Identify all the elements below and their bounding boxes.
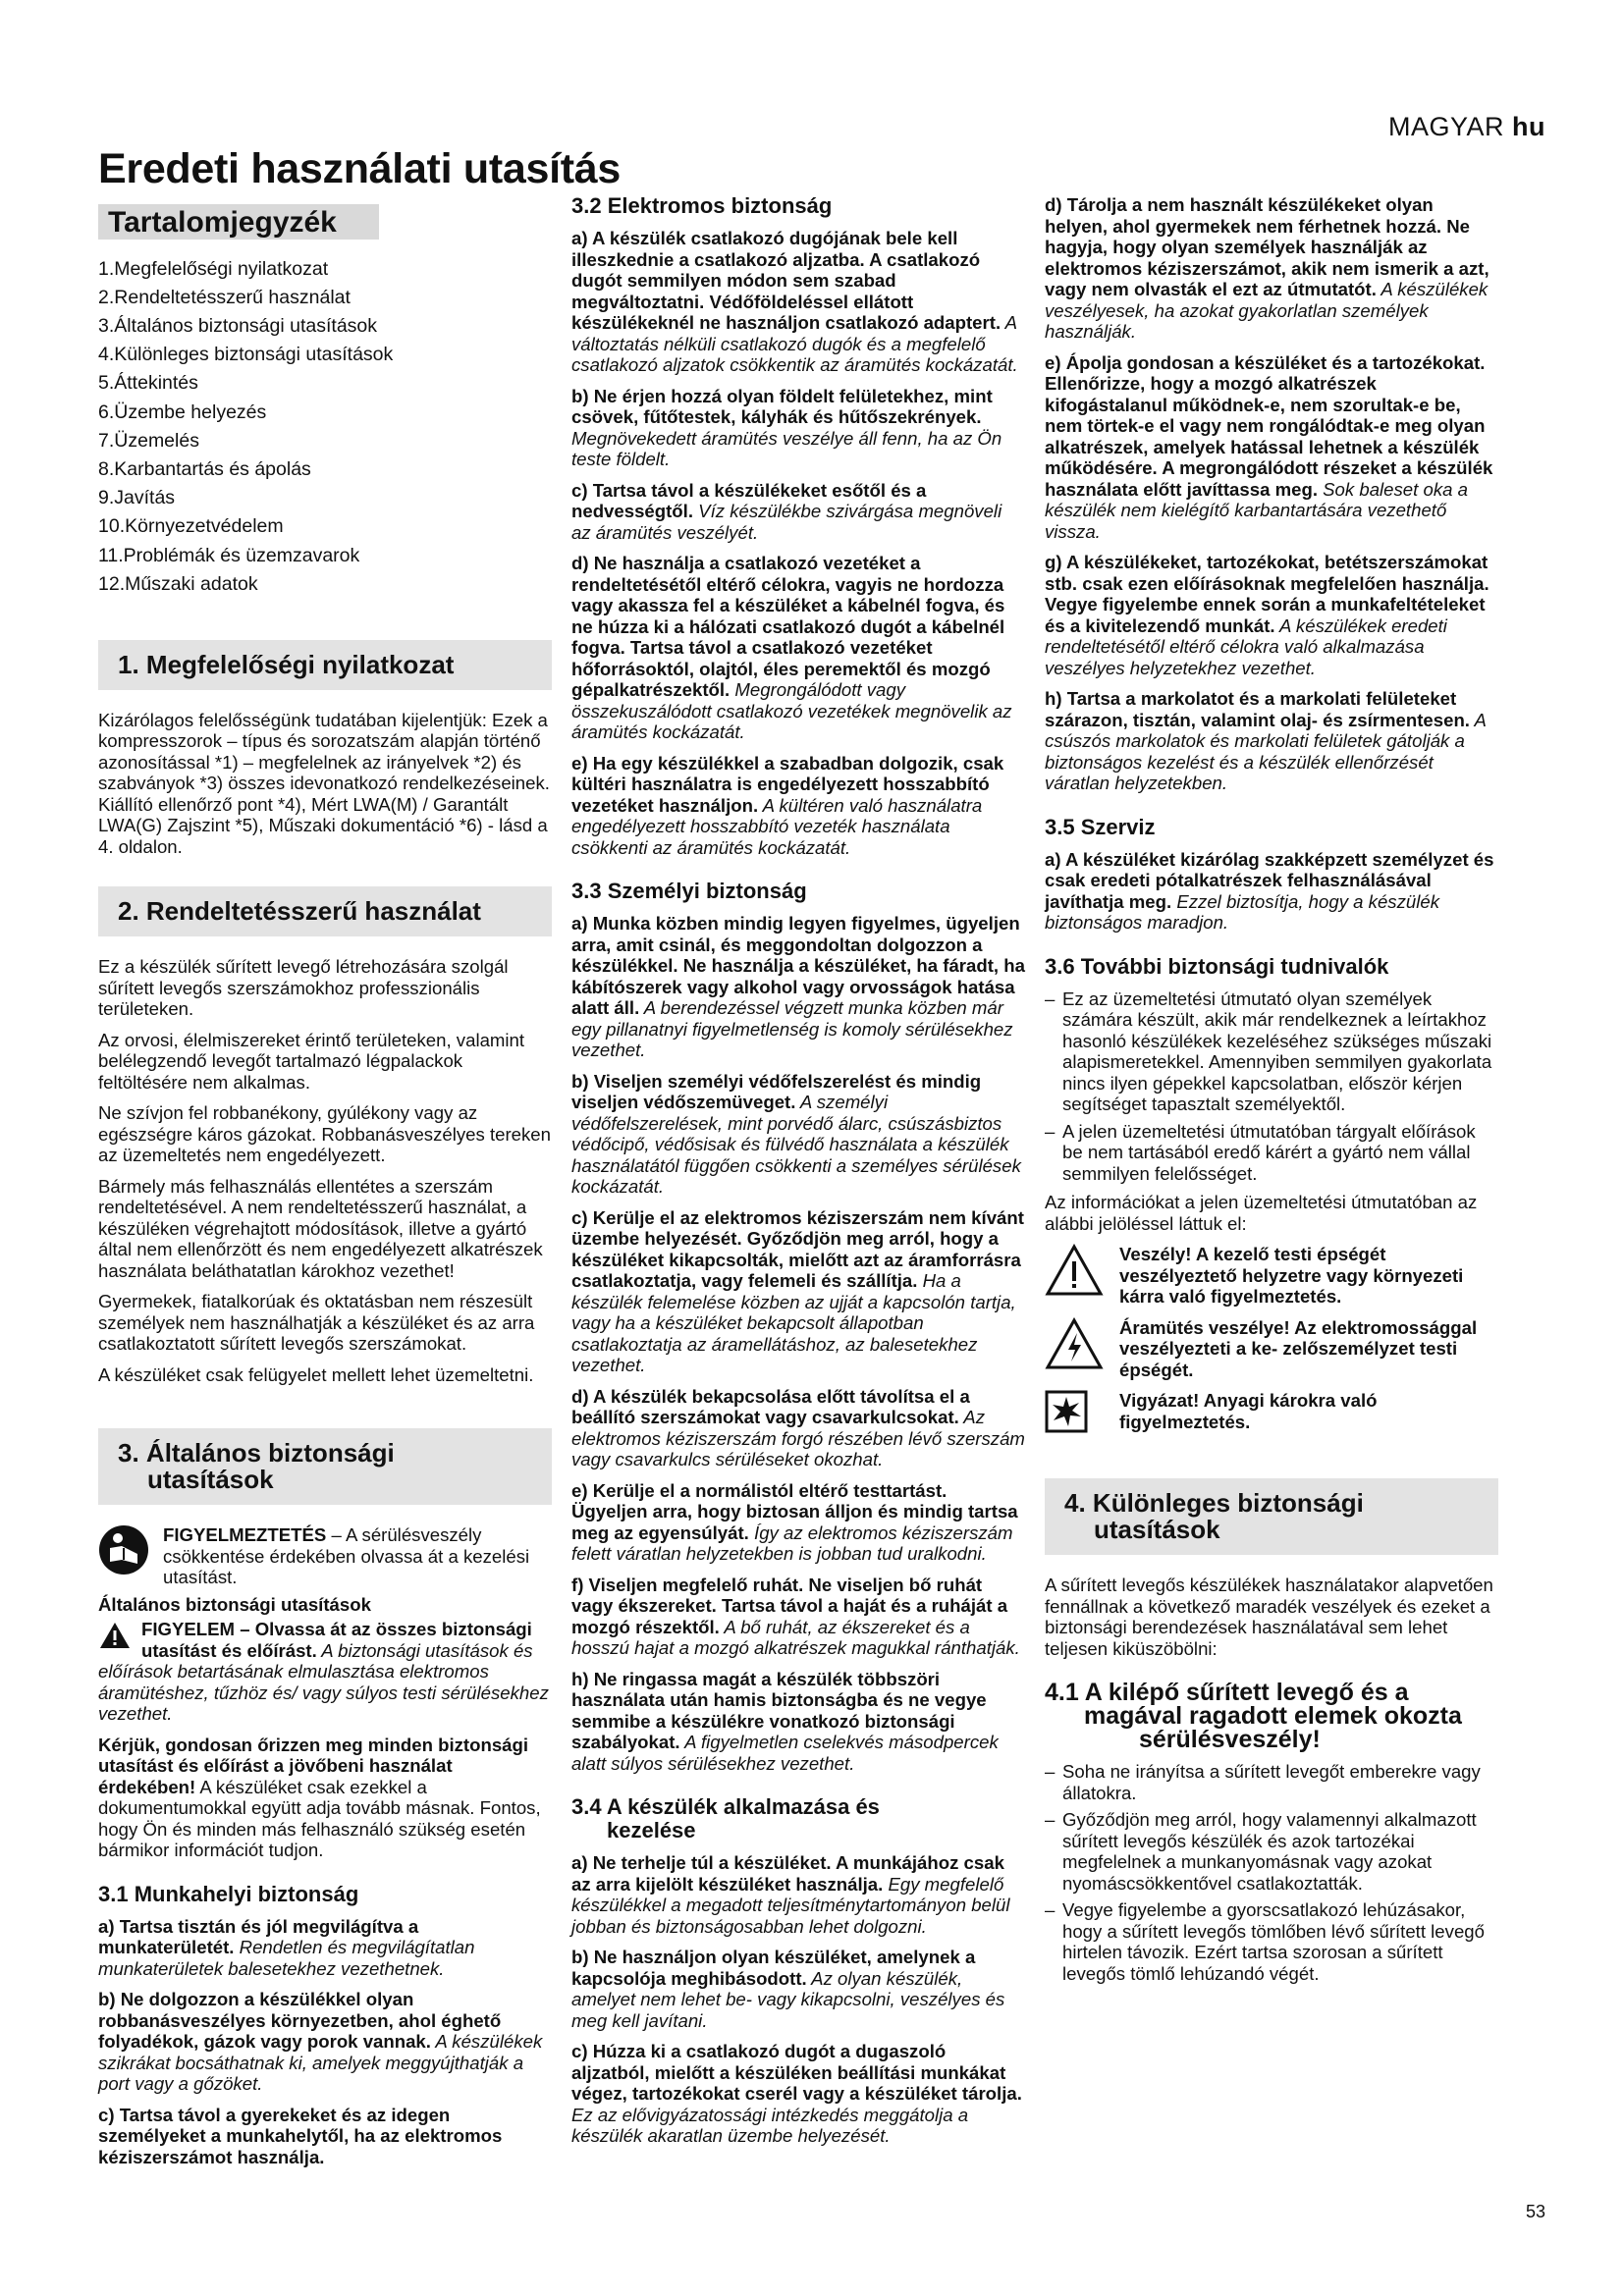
s32-e: e) Ha egy készülékkel a szabadban dolgozik, csak kültéri használatra is engedélyezett hosszabbító vezetéket használjon. A kültéren való használatra engedélyezett hosszabbító vezeték használata csökkenti az áramütés kockázatát. [571, 752, 1004, 858]
section-2-p6: A készüléket csak felügyelet mellett lehet üzemeltetni. [98, 1363, 534, 1385]
section-3-title-line2: utasítások [147, 1465, 274, 1495]
language-name: MAGYAR [1387, 112, 1504, 141]
toc-item[interactable]: 6.Üzembe helyezés [98, 400, 267, 423]
section-3-heading [98, 1428, 552, 1505]
s35-a: a) A készüléket kizárólag szakképzett személyzet és csak eredeti pótalkatrészek felhasználásával javíthatja meg. Ezzel biztosítja, hogy a készülék biztonságos maradjon. [1045, 848, 1494, 933]
toc-list [98, 255, 552, 599]
general-safety-heading: Általános biztonsági utasítások [98, 1593, 371, 1615]
section-2-p4: Bármely más felhasználás ellentétes a szerszám rendeltetésével. A nem rendeltetésszerű használat, a készüléken végrehajtott módosítások, illetve a gyártó által nem ellenőrzött és nem engedélyezett alkatrészek használata beláthatatlan károkhoz vezethet! [98, 1175, 543, 1281]
column-2 [571, 194, 1025, 2157]
electric-text: Áramütés veszélye! Az elektromossággal veszélyezteti a ke- zelőszemélyzet testi épségét. [1119, 1316, 1478, 1380]
attention-paragraph [98, 1619, 552, 1725]
section-3-3-heading: 3.3 Személyi biztonság [571, 879, 807, 903]
section-3-number: 3. [118, 1438, 139, 1468]
section-4-1-heading: 4.1 A kilépő sűrített levegő és a magával ragadott elemek okozta sérülésveszély! [1045, 1679, 1462, 1753]
s32-d: d) Ne használja a csatlakozó vezetéket a rendeltetésétől eltérő célokra, vagyis ne hordozza vagy akassza fel a készüléket a kábelnél fogva, és ne húzza ki a hálózati csatlakozó dugót a kábelnél fogva. Tartsa távol a csatlakozó vezetéket hőforrásoktól, olajtól, éles peremektől és mozgó gépalkatrészektől. Megrongálódott vagy összekuszálódott csatlakozó vezetékek megnövelik az áramütés kockázatát. [571, 553, 1012, 742]
s36-intro: Az információkat a jelen üzemeltetési útmutatóban az alábbi jelöléssel láttuk el: [1045, 1192, 1478, 1234]
section-2-heading: 2. Rendeltetésszerű használat [98, 886, 552, 936]
warning-label: FIGYELMEZTETÉS [163, 1524, 327, 1546]
section-3-title-line1: Általános biztonsági [145, 1438, 395, 1468]
electric-warning [1045, 1317, 1498, 1381]
s33-d: d) A készülék bekapcsolása előtt távolítsa el a beállító szerszámokat vagy csavarkulcsokat. Az elektromos kéziszerszám forgó részében lévő szerszám vagy csavarkulcs sérüléseket okozhat. [571, 1385, 1025, 1469]
toc-title: Tartalomjegyzék [98, 204, 379, 240]
section-3-2-heading: 3.2 Elektromos biztonság [571, 193, 833, 218]
language-code: hu [1512, 112, 1545, 141]
s34-d: d) Tárolja a nem használt készülékeket olyan helyen, ahol gyermekek nem férhetnek hozzá. Ne hagyja, hogy olyan személyek használják az elektromos kéziszerszámot, akik nem ismerik a azt, vagy nem olvasták el ezt az útmutatót. A készülékek veszélyesek, ha azokat gyakorlatlan személyek használják. [1045, 194, 1489, 342]
column-3 [1045, 194, 1498, 1992]
toc-item[interactable]: 7.Üzemelés [98, 429, 199, 452]
page-number: 53 [1525, 2202, 1545, 2221]
read-manual-icon [98, 1524, 149, 1580]
section-1-text: Kizárólagos felelősségünk tudatában kijelentjük: Ezek a kompresszorok – típus és sorozatszám alapján történő azonosítással *1) – megfelelnek az irányelvek *2) és szabványok *3) összes idevonatkozó rendelkezéseinek. Kiállító ellenőrző pont *4), Mért LWA(M) / Garantált LWA(G) Zajszint *5), Műszaki dokumentáció *6) - lásd a 4. oldalon. [98, 709, 550, 857]
s33-h: h) Ne ringassa magát a készülék többszöri használata után hamis biztonságba és ne vegye semmibe a készülékre vonatkozó biztonsági szabályokat. A figyelmetlen cselekvés másodpercek alatt súlyos sérülésekhez vezethet. [571, 1668, 999, 1774]
s36-list [1045, 988, 1498, 1185]
section-4-text: A sűrített levegős készülékek használatakor alapvetően fennállnak a következő maradék veszélyek és ezeket a biztonsági berendezések használatával sem lehet teljesen kiküszöbölni: [1045, 1575, 1493, 1659]
danger-triangle-icon [1045, 1244, 1106, 1297]
section-1-heading: 1. Megfelelőségi nyilatkozat [98, 640, 552, 690]
toc-item[interactable]: 9.Javítás [98, 487, 176, 509]
warning-triangle-icon [98, 1621, 132, 1655]
danger-warning [1045, 1244, 1498, 1308]
keep-instructions-paragraph [98, 1735, 552, 1861]
attention-italic: A biztonsági utasítások és előírások betartásának elmulasztása elektromos áramütéshez, tűzhöz és/ vagy súlyos testi sérülésekhez vezethet. [98, 1639, 549, 1725]
toc-item[interactable]: 11.Problémák és üzemzavarok [98, 544, 360, 566]
keep-bold: Kérjük, gondosan őrizzen meg minden biztonsági utasítást és előírást a jövőbeni használat érdekében! [98, 1734, 529, 1797]
attention-bold: FIGYELEM – Olvassa át az összes biztonsági utasítást és előírást. [141, 1619, 532, 1661]
s41-list [1045, 1761, 1498, 1984]
toc-item[interactable]: 10.Környezetvédelem [98, 515, 284, 538]
section-3-4-heading: 3.4 A készülék alkalmazása és kezelése [571, 1794, 880, 1842]
list-item: – A jelen üzemeltetési útmutatóban tárgyalt előírások be nem tartásából eredő kárért a gyártó nem vállal semmilyen felelősséget. [1045, 1121, 1498, 1185]
s32-c: c) Tartsa távol a készülékeket esőtől és a nedvességtől. Víz készülékbe szivárgása megnöveli az áramütés veszélyét. [571, 479, 1002, 543]
warning-text: – A sérülésveszély csökkentése érdekében olvassa át a kezelési utasítást. [163, 1524, 530, 1588]
toc-item[interactable]: 2.Rendeltetésszerű használat [98, 286, 351, 308]
section-3-1-heading: 3.1 Munkahelyi biztonság [98, 1881, 359, 1906]
s34-g: g) A készülékeket, tartozékokat, betétszerszámokat stb. csak ezen előírásoknak megfelelően használja. Vegye figyelembe ennek során a munkafeltételeket és a kivitelezendő munkát. A készülékek eredeti rendeltetésétől eltérő célokra való alkalmazása veszélyes helyzetekhez vezethet. [1045, 552, 1489, 678]
column-1 [98, 194, 552, 2177]
s33-c: c) Kerülje el az elektromos kéziszerszám nem kívánt üzembe helyezését. Győződjön meg arról, hogy a készüléket kikapcsolták, mielőtt azt az áramforrásra csatlakoztatja, vagy felemeli és szállítja. Ha a készülék felemelése közben az ujját a kapcsolón tartja, vagy ha a készüléket bekapcsolt állapotban csatlakoztatja az áramellátáshoz, az balesetekhez vezethet. [571, 1206, 1024, 1375]
toc-item[interactable]: 5.Áttekintés [98, 372, 198, 395]
s34-a: a) Ne terhelje túl a készüléket. A munkájához csak az arra kijelölt készüléket használja. Egy megfelelő készülékkel a megadott teljesítménytartományon belül jobban és biztonságosabban lehet dolgozni. [571, 1852, 1010, 1937]
toc-item[interactable]: 8.Karbantartás és ápolás [98, 457, 311, 480]
s34-b: b) Ne használjon olyan készüléket, amelynek a kapcsolója meghibásodott. Az olyan készülék, amelyet nem lehet be- vagy kikapcsolni, veszélyes és meg kell javítani. [571, 1947, 1005, 2031]
section-3-5-heading: 3.5 Szerviz [1045, 814, 1156, 839]
keep-text: A készüléket csak ezekkel a dokumentumokkal együtt adja tovább másnak. Fontos, hogy Ön és minden más felhasználó szükség esetén bármikor információt tudjon. [98, 1776, 541, 1861]
section-3-6-heading: 3.6 További biztonsági tudnivalók [1045, 953, 1389, 979]
material-damage-icon [1045, 1390, 1106, 1443]
s34-e: e) Ápolja gondosan a készüléket és a tartozékokat. Ellenőrizze, hogy a mozgó alkatrészek kifogástalanul működnek-e, nem szorultak-e be, nem törtek-e el vagy nem rongálódtak-e meg olyan alkatrészek, amelyek hatással lehetnek a készülék működésére. A megrongálódott részeket a készülék használata előtt javíttassa meg. Sok baleset oka a készülék nem kielégítő karbantartására vezethető vissza. [1045, 351, 1493, 542]
s32-a: a) A készülék csatlakozó dugójának bele kell illeszkednie a csatlakozó aljzatba. A csatlakozó dugót semmilyen módon sem szabad megváltoztatni. Védőföldeléssel ellátott készülékeknél ne használjon csatlakozó adaptert. A változtatás nélküli csatlakozó dugók és a megfelelő csatlakozó aljzatok csökkentik az áramütés kockázatát. [571, 228, 1018, 375]
s31-c: c) Tartsa távol a gyerekeket és az idegen személyeket a munkahelytől, ha az elektromos kéziszerszámot használja. [98, 2104, 503, 2167]
toc-item[interactable]: 4.Különleges biztonsági utasítások [98, 344, 394, 366]
s34-h: h) Tartsa a markolatot és a markolati felületeket szárazon, tisztán, valamint olaj- és zsírmentesen. A csúszós markolatok és markolati felületek gátolják a biztonságos kezelést és a készülék ellenőrzését váratlan helyzetekben. [1045, 688, 1487, 793]
s32-b: b) Ne érjen hozzá olyan földelt felületekhez, mint csövek, fűtőtestek, kályhák és hűtőszekrények. Megnövekedett áramütés veszélye áll fenn, ha az Ön teste földelt. [571, 385, 1002, 469]
electric-shock-icon [1045, 1317, 1106, 1370]
s33-f: f) Viseljen megfelelő ruhát. Ne viseljen bő ruhát vagy ékszereket. Tartsa távol a haját és a ruháját a mozgó részektől. A bő ruhát, az ékszereket és a hosszú hajat a mozgó alkatrészek magukkal ránthatják. [571, 1574, 1020, 1658]
page-title: Eredeti használati utasítás [98, 145, 621, 192]
section-2-p1: Ez a készülék sűrített levegő létrehozására szolgál sűrített levegős szerszámokhoz professzionális területeken. [98, 956, 509, 1020]
section-2-p2: Az orvosi, élelmiszereket érintő területeken, valamint belélegzendő levegőt tartalmazó légpalackok feltöltésére nem alkalmas. [98, 1029, 525, 1093]
toc-item[interactable]: 1.Megfelelőségi nyilatkozat [98, 257, 329, 280]
language-label [1388, 112, 1545, 142]
s31-b: b) Ne dolgozzon a készülékkel olyan robbanásveszélyes környezetben, ahol éghető folyadékok, gázok vagy porok vannak. A készülékek szikrákat bocsáthatnak ki, amelyek meggyújthatják a port vagy a gőzöket. [98, 1989, 543, 2095]
toc-item[interactable]: 12.Műszaki adatok [98, 572, 258, 595]
list-item: – Soha ne irányítsa a sűrített levegőt emberekre vagy állatokra. [1045, 1761, 1498, 1803]
list-item: – Vegye figyelembe a gyorscsatlakozó lehúzásakor, hogy a sűrített levegős tömlőben lévő sűrített levegő hirtelen távozik. Ezért tartsa szorosan a sűrített levegős tömlő lehúzandó végét. [1045, 1899, 1498, 1984]
s33-e: e) Kerülje el a normálistól eltérő testtartást. Ügyeljen arra, hogy biztosan álljon és mindig tartsa meg az egyensúlyát. Így az elektromos kéziszerszám felett váratlan helyzetekben is jobban tud uralkodni. [571, 1479, 1018, 1564]
danger-text: Veszély! A kezelő testi épségét veszélyeztető helyzetre vagy környezeti kárra való figyelmeztetés. [1119, 1244, 1464, 1307]
s31-a: a) Tartsa tisztán és jól megvilágítva a munkaterületét. Rendetlen és megvilágítatlan munkaterületek balesetekhez vezethetnek. [98, 1915, 475, 1979]
s33-b: b) Viseljen személyi védőfelszerelést és mindig viseljen védőszemüveget. A személyi védőfelszerelések, mint porvédő álarc, csúszásbiztos védőcipő, védősisak és fülvédő használata a készülék használatától függően csökkenti a személyes sérülések kockázatát. [571, 1070, 1021, 1197]
section-4-heading: 4. Különleges biztonsági utasítások [1045, 1478, 1498, 1555]
list-item: – Ez az üzemeltetési útmutató olyan személyek számára készült, akik már rendelkeznek a leírtakhoz hasonló készülékek kezeléséhez szükséges műszaki alapismeretekkel. Amennyiben semmilyen gyakorlata nincs ilyen gépekkel kapcsolatban, először kérjen segítséget tapasztalt személyektől. [1045, 988, 1498, 1115]
section-2-p3: Ne szívjon fel robbanékony, gyúlékony vagy az egészségre káros gázokat. Robbanásveszélyes tereken az üzemeltetés nem engedélyezett. [98, 1102, 551, 1166]
s34-c: c) Húzza ki a csatlakozó dugót a dugaszoló aljzatból, mielőtt a készüléken beállítási munkákat végez, tartozékokat cserél vagy a készüléket tárolja. Ez az elővigyázatossági intézkedés meggátolja a készülék akaratlan üzembe helyezését. [571, 2041, 1022, 2146]
warning-read-manual [98, 1524, 552, 1588]
caution-text: Vigyázat! Anyagi károkra való figyelmeztetés. [1119, 1390, 1378, 1432]
s33-a: a) Munka közben mindig legyen figyelmes, ügyeljen arra, amit csinál, és meggondoltan dolgozzon a készülékkel. Ne használja a készüléket, ha fáradt, ha kábítószerek vagy alkohol vagy orvosságok hatása alatt áll. A berendezéssel végzett munka közben már egy pillanatnyi figyelmetlenség is komoly sérülésekhez vezethet. [571, 913, 1025, 1060]
section-2-p5: Gyermekek, fiatalkorúak és oktatásban nem részesült személyek nem használhatják a készüléket és az arra csatlakoztatott sűrített levegős szerszámokat. [98, 1291, 535, 1355]
list-item: – Győződjön meg arról, hogy valamennyi alkalmazott sűrített levegős készülék és azok tartozékai megfelelnek a munkanyomásnak vagy azokat nyomáscsökkentővel csatlakoztatták. [1045, 1809, 1498, 1894]
toc-item[interactable]: 3.Általános biztonsági utasítások [98, 314, 378, 337]
caution-warning [1045, 1390, 1498, 1443]
